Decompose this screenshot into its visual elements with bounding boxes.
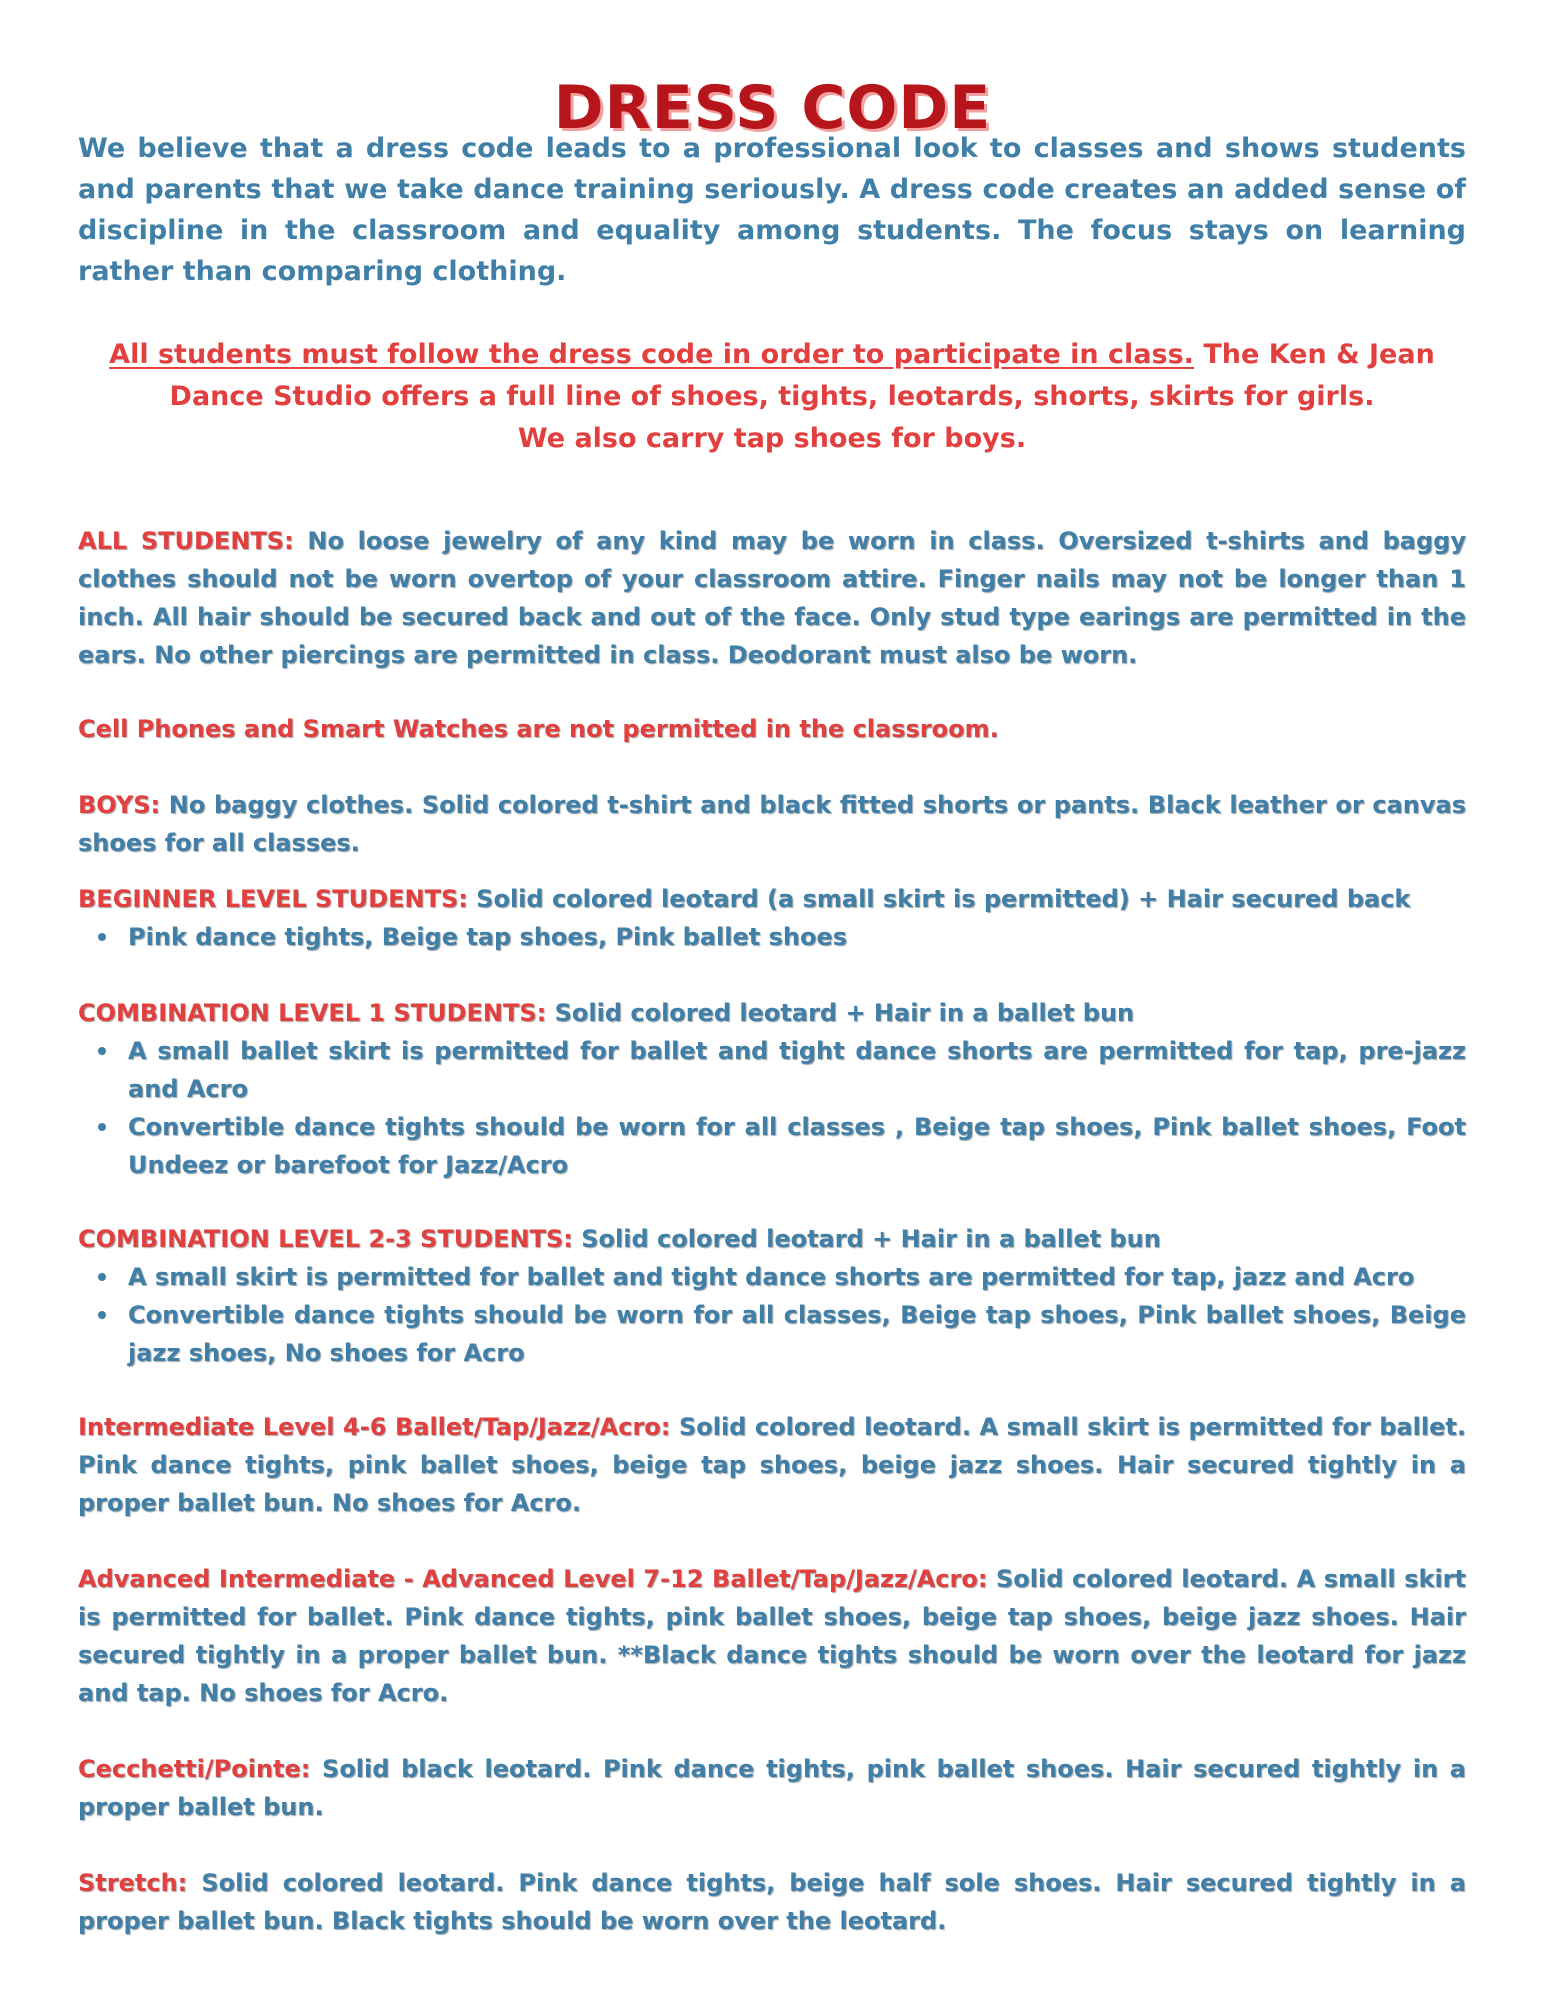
notice-line3: We also carry tap shoes for boys.: [517, 423, 1027, 454]
beginner-bullets: [78, 918, 1466, 956]
section-combination-2-3: [78, 1220, 1466, 1258]
notice-line2: Dance Studio offers a full line of shoes, tights, leotards, shorts, skirts for girls.: [169, 381, 1375, 412]
combination-2-3-bullets: [78, 1258, 1466, 1372]
section-label: Cell Phones and Smart Watches are not permitted in the classroom.: [78, 715, 999, 743]
section-combination-1: [78, 994, 1466, 1032]
section-text: Solid colored leotard. A small skirt is permitted for ballet. Pink dance tights, pink ballet shoes, beige tap shoes, beige jazz shoes. Hair secured tightly in a proper ballet bun. **Black dance tights should be worn over the leotard for jazz and tap. No shoes for Acro.: [78, 1565, 1466, 1707]
section-label: BEGINNER LEVEL STUDENTS:: [78, 885, 468, 913]
section-label: COMBINATION LEVEL 2-3 STUDENTS:: [78, 1225, 573, 1253]
page-title: DRESS CODE: [553, 73, 992, 144]
section-advanced: [78, 1560, 1466, 1712]
section-label: BOYS:: [78, 791, 161, 819]
section-label: Stretch:: [78, 1869, 188, 1897]
bullet-dot-icon: [98, 1123, 106, 1131]
section-text: Solid black leotard. Pink dance tights, pink ballet shoes. Hair secured tightly in a proper ballet bun.: [78, 1755, 1466, 1821]
section-label: COMBINATION LEVEL 1 STUDENTS:: [78, 999, 547, 1027]
list-item: Pink dance tights, Beige tap shoes, Pink ballet shoes: [78, 918, 1466, 956]
section-text: Solid colored leotard. A small skirt is permitted for ballet. Pink dance tights, pink ballet shoes, beige tap shoes, beige jazz shoes. Hair secured tightly in a proper ballet bun. No shoes for Acro.: [78, 1413, 1466, 1517]
participation-notice: [78, 334, 1466, 460]
section-stretch: [78, 1864, 1466, 1940]
section-phones: [78, 710, 1466, 748]
bullet-dot-icon: [98, 933, 106, 941]
notice-underlined: All students must follow the dress code in order to participate in class.: [109, 339, 1194, 370]
combination-1-bullets: [78, 1032, 1466, 1184]
bullet-dot-icon: [98, 1273, 106, 1281]
section-text: No loose jewelry of any kind may be worn in class. Oversized t-shirts and baggy clothes should not be worn overtop of your classroom attire. Finger nails may not be longer than 1 inch. All hair should be secured back and out of the face. Only stud type earings are permitted in the ears. No other piercings are permitted in class. Deodorant must also be worn.: [78, 527, 1466, 669]
list-item: A small ballet skirt is permitted for ballet and tight dance shorts are permitted for tap, pre-jazz and Acro: [78, 1032, 1466, 1108]
bullet-dot-icon: [98, 1047, 106, 1055]
section-text: Solid colored leotard. Pink dance tights, beige half sole shoes. Hair secured tightly in a proper ballet bun. Black tights should be worn over the leotard.: [78, 1869, 1466, 1935]
section-cecchetti-pointe: [78, 1750, 1466, 1826]
list-item: Convertible dance tights should be worn for all classes , Beige tap shoes, Pink ballet shoes, Foot Undeez or barefoot for Jazz/Acro: [78, 1108, 1466, 1184]
notice-rest-line1: The Ken & Jean: [1193, 339, 1435, 370]
section-label: Advanced Intermediate - Advanced Level 7-12 Ballet/Tap/Jazz/Acro:: [78, 1565, 988, 1593]
section-boys: [78, 786, 1466, 862]
list-item: A small skirt is permitted for ballet and tight dance shorts are permitted for tap, jazz and Acro: [78, 1258, 1466, 1296]
section-all-students: [78, 522, 1466, 674]
section-label: Intermediate Level 4-6 Ballet/Tap/Jazz/Acro:: [78, 1413, 671, 1441]
bullet-dot-icon: [98, 1311, 106, 1319]
section-beginner: [78, 880, 1466, 918]
section-label: Cecchetti/Pointe:: [78, 1755, 311, 1783]
section-text: Solid colored leotard (a small skirt is permitted) + Hair secured back: [467, 885, 1411, 913]
section-text: Solid colored leotard + Hair in a ballet bun: [546, 999, 1135, 1027]
section-intermediate: [78, 1408, 1466, 1522]
section-text: No baggy clothes. Solid colored t-shirt and black fitted shorts or pants. Black leather or canvas shoes for all classes.: [78, 791, 1466, 857]
intro-paragraph: We believe that a dress code leads to a professional look to classes and shows students and parents that we take dance training seriously. A dress code creates an added sense of discipline in the classroom and equality among students. The focus stays on learning rather than comparing clothing.: [78, 133, 1466, 287]
section-label: ALL STUDENTS:: [78, 527, 294, 555]
section-text: Solid colored leotard + Hair in a ballet bun: [572, 1225, 1161, 1253]
list-item: Convertible dance tights should be worn for all classes, Beige tap shoes, Pink ballet shoes, Beige jazz shoes, No shoes for Acro: [78, 1296, 1466, 1372]
